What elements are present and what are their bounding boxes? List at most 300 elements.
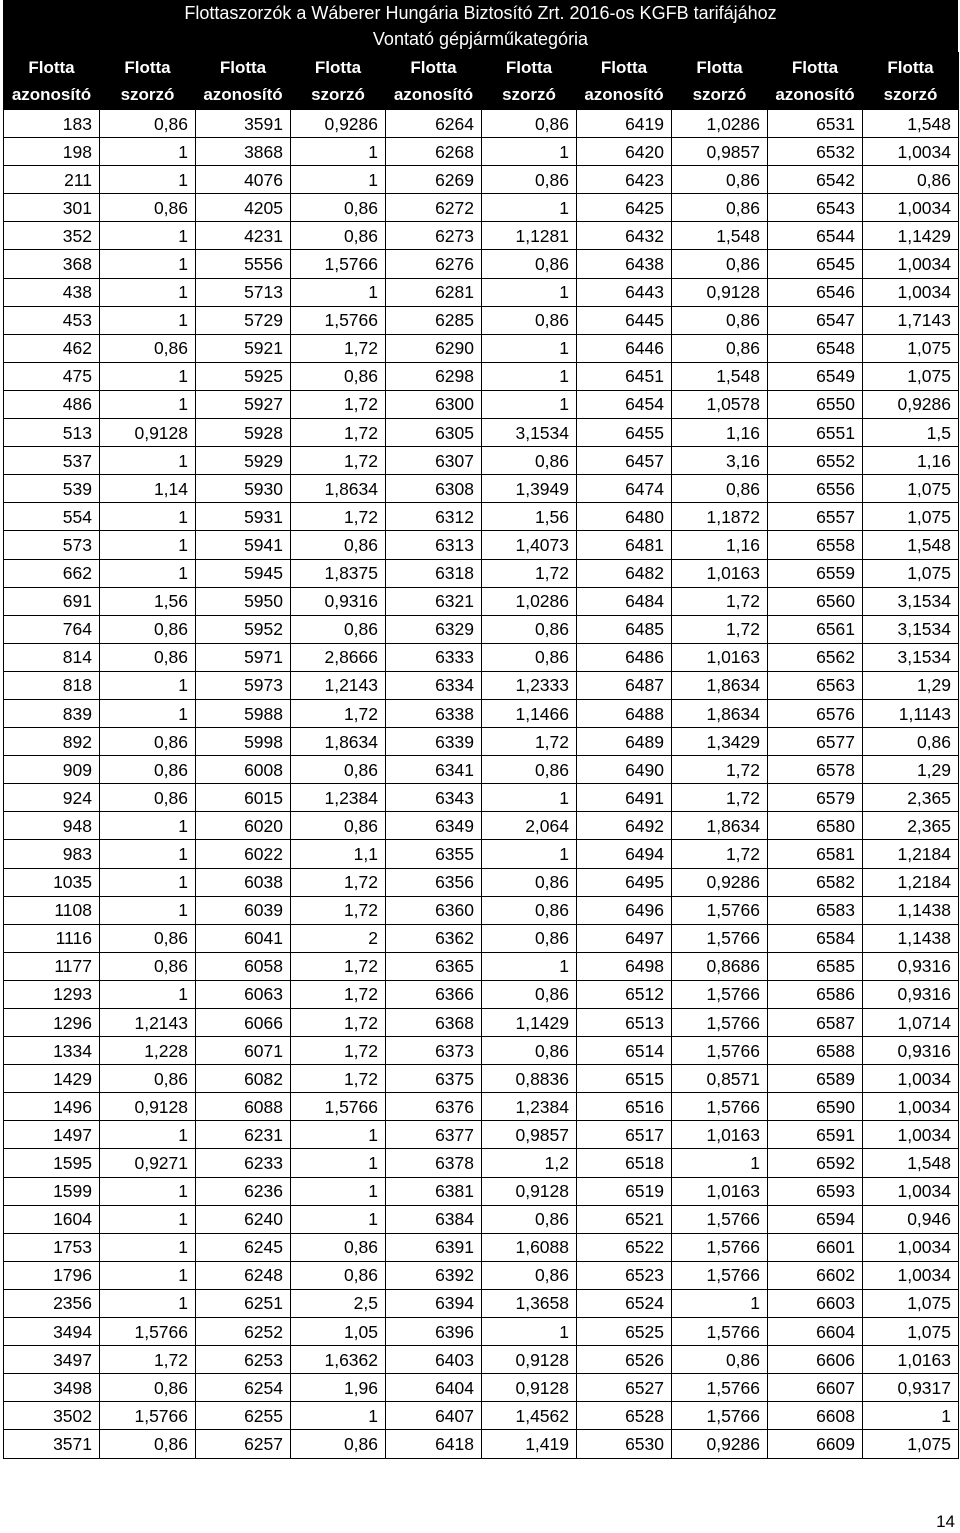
table-row	[4, 1430, 959, 1458]
fleet-multiplier-cell: 0,9857	[482, 1121, 577, 1149]
fleet-multiplier-cell: 1,2143	[100, 1009, 196, 1037]
fleet-multiplier-cell: 1,5766	[672, 1374, 768, 1402]
fleet-id-cell: 6519	[577, 1177, 672, 1205]
fleet-id-cell: 5927	[196, 390, 291, 418]
fleet-multiplier-cell: 1,0034	[863, 1261, 959, 1289]
table-row	[4, 475, 959, 503]
header-fleet-multiplier	[863, 53, 959, 110]
fleet-id-cell: 6423	[577, 166, 672, 194]
fleet-id-cell: 764	[4, 615, 100, 643]
header-label-line: Flotta	[791, 58, 839, 77]
header-label-line: Flotta	[28, 58, 75, 77]
fleet-id-cell: 6496	[577, 896, 672, 924]
header-label-line: azonosító	[11, 85, 92, 104]
fleet-multiplier-cell: 0,86	[482, 166, 577, 194]
table-row	[4, 1346, 959, 1374]
fleet-id-cell: 6602	[768, 1261, 863, 1289]
fleet-id-cell: 6543	[768, 194, 863, 222]
fleet-id-cell: 6562	[768, 643, 863, 671]
fleet-id-cell: 6516	[577, 1093, 672, 1121]
table-row	[4, 1402, 959, 1430]
fleet-multiplier-cell: 1	[100, 980, 196, 1008]
fleet-multiplier-cell: 0,86	[291, 531, 386, 559]
fleet-multiplier-cell: 0,86	[482, 110, 577, 138]
fleet-multiplier-cell: 1,228	[100, 1037, 196, 1065]
fleet-id-cell: 6312	[386, 503, 482, 531]
fleet-multiplier-cell: 1	[291, 1205, 386, 1233]
header-fleet-id	[768, 53, 863, 110]
fleet-id-cell: 6484	[577, 587, 672, 615]
fleet-multiplier-cell: 1,075	[863, 362, 959, 390]
fleet-multiplier-cell: 1	[100, 362, 196, 390]
fleet-id-cell: 6341	[386, 756, 482, 784]
fleet-multiplier-cell: 0,86	[672, 166, 768, 194]
fleet-id-cell: 1035	[4, 868, 100, 896]
fleet-id-cell: 3502	[4, 1402, 100, 1430]
fleet-id-cell: 6512	[577, 980, 672, 1008]
fleet-multiplier-cell: 0,86	[672, 475, 768, 503]
fleet-multiplier-cell: 1,1143	[863, 699, 959, 727]
fleet-multiplier-cell: 1,1438	[863, 924, 959, 952]
fleet-id-cell: 6532	[768, 138, 863, 166]
fleet-id-cell: 6546	[768, 278, 863, 306]
table-row	[4, 896, 959, 924]
fleet-id-cell: 6486	[577, 643, 672, 671]
fleet-id-cell: 6362	[386, 924, 482, 952]
header-fleet-id	[386, 53, 482, 110]
fleet-id-cell: 6544	[768, 222, 863, 250]
table-row	[4, 868, 959, 896]
fleet-id-cell: 6518	[577, 1149, 672, 1177]
fleet-id-cell: 352	[4, 222, 100, 250]
fleet-id-cell: 6497	[577, 924, 672, 952]
fleet-multiplier-cell: 0,86	[291, 812, 386, 840]
fleet-id-cell: 6542	[768, 166, 863, 194]
fleet-id-cell: 6231	[196, 1121, 291, 1149]
fleet-id-cell: 1604	[4, 1205, 100, 1233]
table-row	[4, 980, 959, 1008]
fleet-id-cell: 6563	[768, 671, 863, 699]
fleet-multiplier-cell: 1	[100, 1261, 196, 1289]
fleet-multiplier-cell: 1,5766	[291, 306, 386, 334]
fleet-multiplier-cell: 1,548	[863, 531, 959, 559]
fleet-multiplier-cell: 1,5766	[100, 1402, 196, 1430]
fleet-multiplier-cell: 1	[482, 840, 577, 868]
fleet-multiplier-cell: 1	[482, 278, 577, 306]
fleet-id-cell: 3591	[196, 110, 291, 138]
header-fleet-id	[577, 53, 672, 110]
fleet-multiplier-cell: 1	[100, 1289, 196, 1317]
fleet-id-cell: 6015	[196, 784, 291, 812]
fleet-multiplier-cell: 0,86	[291, 222, 386, 250]
fleet-multiplier-cell: 1,5766	[672, 1037, 768, 1065]
fleet-multiplier-cell: 1,3429	[672, 728, 768, 756]
table-row	[4, 1065, 959, 1093]
fleet-multiplier-cell: 1,1438	[863, 896, 959, 924]
header-fleet-multiplier	[100, 53, 196, 110]
fleet-id-cell: 814	[4, 643, 100, 671]
fleet-multiplier-cell: 1,29	[863, 671, 959, 699]
fleet-multiplier-cell: 0,86	[291, 615, 386, 643]
fleet-multiplier-cell: 1,0034	[863, 250, 959, 278]
fleet-id-cell: 6255	[196, 1402, 291, 1430]
fleet-id-cell: 198	[4, 138, 100, 166]
fleet-multiplier-cell: 1,1281	[482, 222, 577, 250]
table-row	[4, 1121, 959, 1149]
fleet-multiplier-cell: 1,72	[482, 559, 577, 587]
fleet-id-cell: 6487	[577, 671, 672, 699]
fleet-multiplier-cell: 1,0034	[863, 138, 959, 166]
table-row	[4, 1318, 959, 1346]
fleet-multiplier-cell: 0,86	[100, 110, 196, 138]
table-row	[4, 784, 959, 812]
header-label-line: szorzó	[883, 85, 938, 104]
fleet-id-cell: 6588	[768, 1037, 863, 1065]
fleet-multiplier-cell: 1	[100, 166, 196, 194]
fleet-multiplier-cell: 1,0034	[863, 1233, 959, 1261]
header-label-line: Flotta	[314, 58, 362, 77]
fleet-id-cell: 6407	[386, 1402, 482, 1430]
fleet-multiplier-cell: 1,8634	[672, 671, 768, 699]
fleet-id-cell: 6373	[386, 1037, 482, 1065]
fleet-id-cell: 6445	[577, 306, 672, 334]
fleet-id-cell: 662	[4, 559, 100, 587]
fleet-multiplier-cell: 2,365	[863, 812, 959, 840]
fleet-multiplier-cell: 1,72	[291, 699, 386, 727]
table-row	[4, 1093, 959, 1121]
fleet-multiplier-cell: 1,3658	[482, 1289, 577, 1317]
fleet-multiplier-cell: 0,86	[100, 756, 196, 784]
fleet-multiplier-cell: 1,2	[482, 1149, 577, 1177]
fleet-multiplier-cell: 1,4073	[482, 531, 577, 559]
fleet-id-cell: 6590	[768, 1093, 863, 1121]
fleet-multiplier-cell: 1,72	[291, 334, 386, 362]
fleet-id-cell: 6556	[768, 475, 863, 503]
fleet-id-cell: 6396	[386, 1318, 482, 1346]
fleet-multiplier-cell: 0,9286	[291, 110, 386, 138]
fleet-id-cell: 1296	[4, 1009, 100, 1037]
fleet-multiplier-cell: 1	[291, 166, 386, 194]
table-row	[4, 1037, 959, 1065]
fleet-multiplier-cell: 2,064	[482, 812, 577, 840]
fleet-id-cell: 6583	[768, 896, 863, 924]
fleet-id-cell: 6526	[577, 1346, 672, 1374]
fleet-multiplier-cell: 0,8686	[672, 952, 768, 980]
fleet-id-cell: 6333	[386, 643, 482, 671]
fleet-multiplier-cell: 1	[100, 447, 196, 475]
fleet-multiplier-cell: 1	[482, 784, 577, 812]
fleet-multiplier-cell: 0,9271	[100, 1149, 196, 1177]
fleet-multiplier-cell: 1,3949	[482, 475, 577, 503]
fleet-multiplier-cell: 1,56	[100, 587, 196, 615]
fleet-id-cell: 1429	[4, 1065, 100, 1093]
fleet-multiplier-cell: 1	[100, 1121, 196, 1149]
fleet-multiplier-cell: 1,8634	[672, 812, 768, 840]
header-label-line: azonosító	[393, 85, 474, 104]
fleet-multiplier-cell: 0,9316	[863, 980, 959, 1008]
fleet-id-cell: 909	[4, 756, 100, 784]
table-row	[4, 756, 959, 784]
fleet-id-cell: 5998	[196, 728, 291, 756]
fleet-multiplier-cell: 1,2384	[291, 784, 386, 812]
fleet-id-cell: 6606	[768, 1346, 863, 1374]
fleet-multiplier-cell: 0,86	[100, 952, 196, 980]
fleet-multiplier-cell: 1,548	[672, 222, 768, 250]
fleet-id-cell: 892	[4, 728, 100, 756]
fleet-id-cell: 1177	[4, 952, 100, 980]
fleet-multiplier-cell: 0,9128	[482, 1346, 577, 1374]
fleet-multiplier-cell: 1,56	[482, 503, 577, 531]
fleet-multiplier-cell: 1,0034	[863, 1121, 959, 1149]
fleet-id-cell: 6355	[386, 840, 482, 868]
fleet-multiplier-cell: 0,9128	[100, 1093, 196, 1121]
fleet-id-cell: 6489	[577, 728, 672, 756]
fleet-multiplier-cell: 1	[100, 559, 196, 587]
fleet-multiplier-cell: 3,1534	[863, 615, 959, 643]
table-row	[4, 812, 959, 840]
fleet-id-cell: 6251	[196, 1289, 291, 1317]
header-label-line: azonosító	[775, 85, 855, 104]
fleet-multiplier-cell: 0,86	[482, 1037, 577, 1065]
page-number: 14	[936, 1512, 955, 1531]
fleet-id-cell: 5921	[196, 334, 291, 362]
fleet-id-cell: 6545	[768, 250, 863, 278]
fleet-id-cell: 691	[4, 587, 100, 615]
fleet-id-cell: 6454	[577, 390, 672, 418]
fleet-multiplier-cell: 0,86	[100, 194, 196, 222]
fleet-multiplier-cell: 0,86	[482, 896, 577, 924]
table-row	[4, 503, 959, 531]
fleet-multiplier-cell: 1	[100, 699, 196, 727]
table-row	[4, 362, 959, 390]
fleet-id-cell: 6522	[577, 1233, 672, 1261]
fleet-multiplier-cell: 1,5766	[672, 1233, 768, 1261]
table-row	[4, 1233, 959, 1261]
fleet-id-cell: 6488	[577, 699, 672, 727]
table-row	[4, 952, 959, 980]
header-label-line: Flotta	[124, 58, 171, 77]
fleet-id-cell: 6039	[196, 896, 291, 924]
fleet-id-cell: 6343	[386, 784, 482, 812]
header-fleet-multiplier	[291, 53, 386, 110]
fleet-id-cell: 3497	[4, 1346, 100, 1374]
fleet-multiplier-cell: 1	[100, 306, 196, 334]
fleet-id-cell: 6368	[386, 1009, 482, 1037]
fleet-id-cell: 6403	[386, 1346, 482, 1374]
fleet-id-cell: 6552	[768, 447, 863, 475]
fleet-multiplier-cell: 0,86	[100, 615, 196, 643]
header-label-line: Flotta	[600, 58, 648, 77]
table-row	[4, 447, 959, 475]
fleet-multiplier-cell: 1	[100, 840, 196, 868]
fleet-multiplier-cell: 1,16	[672, 419, 768, 447]
fleet-multiplier-cell: 0,86	[482, 643, 577, 671]
fleet-multiplier-cell: 1	[100, 671, 196, 699]
fleet-id-cell: 539	[4, 475, 100, 503]
fleet-id-cell: 6366	[386, 980, 482, 1008]
table-row	[4, 840, 959, 868]
fleet-id-cell: 6088	[196, 1093, 291, 1121]
fleet-id-cell: 6300	[386, 390, 482, 418]
fleet-multiplier-cell: 0,86	[672, 306, 768, 334]
fleet-multiplier-cell: 1,7143	[863, 306, 959, 334]
fleet-id-cell: 1496	[4, 1093, 100, 1121]
fleet-id-cell: 6514	[577, 1037, 672, 1065]
fleet-multiplier-cell: 0,86	[482, 1205, 577, 1233]
fleet-id-cell: 6272	[386, 194, 482, 222]
fleet-multiplier-cell: 1,1429	[863, 222, 959, 250]
fleet-multiplier-cell: 1,4562	[482, 1402, 577, 1430]
fleet-id-cell: 537	[4, 447, 100, 475]
fleet-multiplier-cell: 1	[482, 952, 577, 980]
fleet-id-cell: 6022	[196, 840, 291, 868]
fleet-id-cell: 5713	[196, 278, 291, 306]
fleet-multiplier-cell: 0,86	[100, 1374, 196, 1402]
fleet-multiplier-cell: 1,8634	[291, 728, 386, 756]
fleet-multiplier-cell: 0,86	[100, 784, 196, 812]
fleet-id-cell: 6584	[768, 924, 863, 952]
fleet-multiplier-cell: 1	[291, 1149, 386, 1177]
fleet-id-cell: 6491	[577, 784, 672, 812]
fleet-multiplier-cell: 0,9286	[863, 390, 959, 418]
fleet-multiplier-cell: 3,1534	[863, 643, 959, 671]
fleet-id-cell: 6248	[196, 1261, 291, 1289]
table-row	[4, 222, 959, 250]
table-row	[4, 194, 959, 222]
fleet-multiplier-cell: 0,86	[100, 643, 196, 671]
fleet-id-cell: 6338	[386, 699, 482, 727]
fleet-multiplier-cell: 1	[100, 531, 196, 559]
document-subtitle: Vontató gépjárműkategória	[372, 29, 589, 49]
fleet-id-cell: 6492	[577, 812, 672, 840]
fleet-id-cell: 6269	[386, 166, 482, 194]
fleet-multiplier-cell: 0,9128	[482, 1374, 577, 1402]
fleet-id-cell: 6290	[386, 334, 482, 362]
fleet-id-cell: 6457	[577, 447, 672, 475]
fleet-id-cell: 2356	[4, 1289, 100, 1317]
fleet-multiplier-cell: 1,075	[863, 503, 959, 531]
fleet-multiplier-cell: 1,72	[291, 390, 386, 418]
fleet-id-cell: 6276	[386, 250, 482, 278]
table-row	[4, 699, 959, 727]
fleet-id-cell: 6443	[577, 278, 672, 306]
fleet-id-cell: 6589	[768, 1065, 863, 1093]
fleet-multiplier-cell: 1	[291, 1121, 386, 1149]
fleet-multiplier-cell: 1	[482, 362, 577, 390]
fleet-multiplier-cell: 0,9857	[672, 138, 768, 166]
fleet-id-cell: 6268	[386, 138, 482, 166]
fleet-id-cell: 3571	[4, 1430, 100, 1458]
fleet-multiplier-cell: 1	[482, 334, 577, 362]
table-row	[4, 419, 959, 447]
fleet-id-cell: 983	[4, 840, 100, 868]
fleet-id-cell: 1753	[4, 1233, 100, 1261]
fleet-multiplier-cell: 0,9128	[482, 1177, 577, 1205]
fleet-id-cell: 6593	[768, 1177, 863, 1205]
fleet-multiplier-cell: 1,075	[863, 334, 959, 362]
fleet-id-cell: 6281	[386, 278, 482, 306]
fleet-multiplier-cell: 1,5766	[672, 1009, 768, 1037]
fleet-id-cell: 6594	[768, 1205, 863, 1233]
fleet-multiplier-cell: 1,0286	[482, 587, 577, 615]
fleet-id-cell: 1796	[4, 1261, 100, 1289]
fleet-multiplier-cell: 0,86	[482, 615, 577, 643]
table-row	[4, 671, 959, 699]
fleet-multiplier-cell: 1,5766	[291, 1093, 386, 1121]
header-fleet-id	[196, 53, 291, 110]
fleet-multiplier-cell: 1,72	[482, 728, 577, 756]
fleet-id-cell: 6446	[577, 334, 672, 362]
fleet-id-cell: 6603	[768, 1289, 863, 1317]
fleet-multiplier-cell: 0,9128	[672, 278, 768, 306]
fleet-id-cell: 6481	[577, 531, 672, 559]
fleet-multiplier-cell: 1,0034	[863, 1177, 959, 1205]
fleet-id-cell: 6498	[577, 952, 672, 980]
fleet-id-cell: 6531	[768, 110, 863, 138]
table-row	[4, 587, 959, 615]
table-row	[4, 306, 959, 334]
fleet-id-cell: 1595	[4, 1149, 100, 1177]
fleet-multiplier-cell: 0,9316	[863, 952, 959, 980]
fleet-id-cell: 6432	[577, 222, 672, 250]
fleet-multiplier-cell: 0,9286	[672, 1430, 768, 1458]
fleet-multiplier-cell: 1,0578	[672, 390, 768, 418]
fleet-multiplier-cell: 3,1534	[482, 419, 577, 447]
fleet-id-cell: 6559	[768, 559, 863, 587]
fleet-id-cell: 6236	[196, 1177, 291, 1205]
fleet-id-cell: 1599	[4, 1177, 100, 1205]
fleet-multiplier-cell: 1,419	[482, 1430, 577, 1458]
table-body	[4, 110, 959, 1459]
fleet-id-cell: 6420	[577, 138, 672, 166]
fleet-multiplier-cell: 1,548	[672, 362, 768, 390]
fleet-id-cell: 6365	[386, 952, 482, 980]
fleet-id-cell: 5925	[196, 362, 291, 390]
fleet-id-cell: 6494	[577, 840, 672, 868]
fleet-id-cell: 6339	[386, 728, 482, 756]
fleet-multiplier-cell: 0,86	[100, 334, 196, 362]
fleet-multiplier-cell: 1,0163	[672, 1177, 768, 1205]
header-label-line: szorzó	[120, 85, 175, 104]
header-label-line: szorzó	[692, 85, 747, 104]
header-label-line: azonosító	[203, 85, 283, 104]
fleet-id-cell: 183	[4, 110, 100, 138]
fleet-id-cell: 6582	[768, 868, 863, 896]
fleet-id-cell: 6071	[196, 1037, 291, 1065]
fleet-id-cell: 5928	[196, 419, 291, 447]
fleet-multiplier-cell: 0,86	[672, 1346, 768, 1374]
table-row	[4, 250, 959, 278]
fleet-multiplier-cell: 1	[863, 1402, 959, 1430]
fleet-id-cell: 1497	[4, 1121, 100, 1149]
fleet-multiplier-cell: 1	[672, 1289, 768, 1317]
fleet-id-cell: 818	[4, 671, 100, 699]
header-label-line: szorzó	[502, 85, 556, 104]
fleet-id-cell: 6601	[768, 1233, 863, 1261]
fleet-id-cell: 6377	[386, 1121, 482, 1149]
fleet-id-cell: 5941	[196, 531, 291, 559]
fleet-id-cell: 6585	[768, 952, 863, 980]
fleet-multiplier-cell: 1	[100, 1205, 196, 1233]
fleet-multiplier-cell: 1	[100, 390, 196, 418]
fleet-multiplier-cell: 1,075	[863, 1430, 959, 1458]
fleet-multiplier-cell: 1,0714	[863, 1009, 959, 1037]
fleet-id-cell: 6252	[196, 1318, 291, 1346]
document-title: Flottaszorzók a Wáberer Hungária Biztosító Zrt. 2016-os KGFB tarifájához	[184, 3, 777, 23]
header-label-line: Flotta	[696, 58, 743, 77]
fleet-multiplier-cell: 1,5766	[672, 1205, 768, 1233]
fleet-id-cell: 6579	[768, 784, 863, 812]
